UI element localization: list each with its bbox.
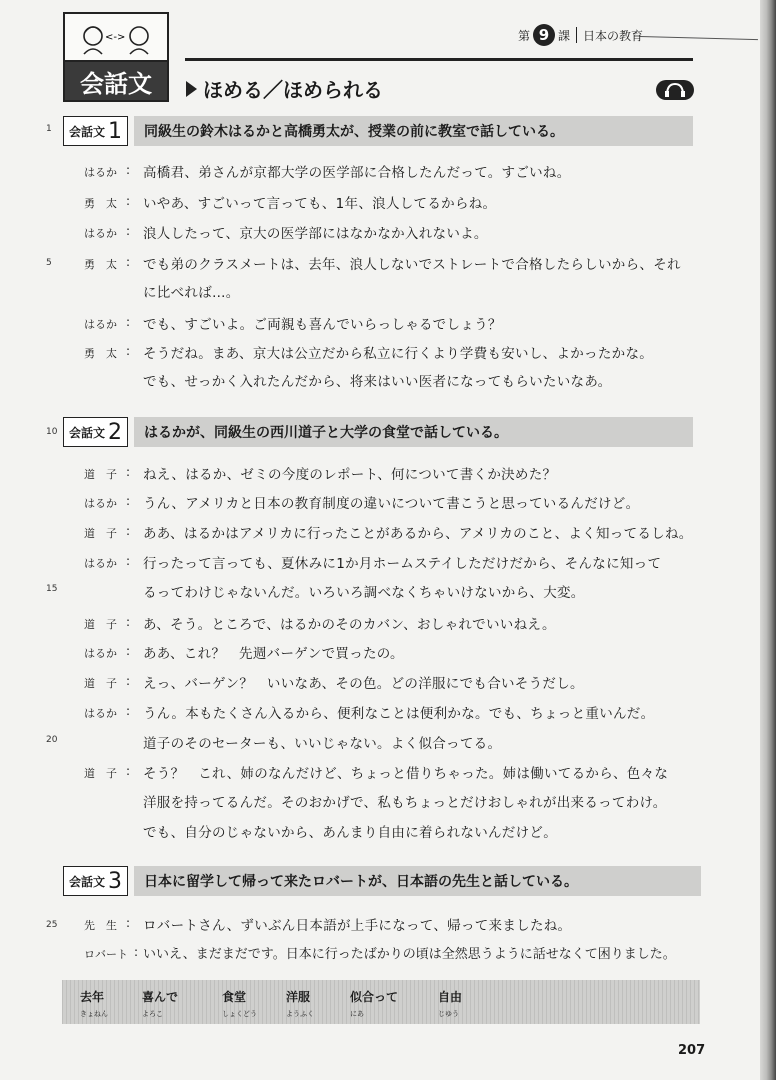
audio-headphones-icon[interactable]: [656, 80, 694, 100]
dialogue-line: あ、そう。ところで、はるかのそのカバン、おしゃれでいいねえ。: [143, 617, 556, 633]
dialogue-1-header: [63, 116, 693, 146]
dialogue-line: でも、すごいよ。ご両親も喜んでいらっしゃるでしょう？: [143, 317, 502, 333]
triangle-arrow-icon: [186, 81, 197, 97]
dialogue-line: でも、自分のじゃないから、あんまり自由に着られないんだけど。: [143, 825, 557, 841]
chapter-prefix: 第: [518, 28, 531, 43]
vocab-word: 喜んで よろこ: [142, 990, 179, 1018]
dialogue-line: 高橋君、弟さんが京都大学の医学部に合格したんだって。すごいね。: [143, 165, 571, 181]
dialogue-line: うん。本もたくさん入るから、便利なことは便利かな。でも、ちょっと重いんだ。: [143, 706, 655, 722]
page-title: [186, 74, 383, 103]
icon-text: <->: [105, 32, 126, 43]
speaker-name: 先 生: [84, 919, 117, 932]
speaker-name: はるか: [84, 318, 117, 331]
speaker-name: はるか: [84, 227, 117, 240]
dialogue-line: 行ったって言っても、夏休みに1か月ホームステイしただけだから、そんなに知って: [143, 556, 662, 572]
line-number: 5: [46, 258, 52, 268]
dialogue-line: いやあ、すごいって言っても、1年、浪人してるからね。: [143, 196, 497, 212]
line-number: 15: [46, 584, 58, 594]
dialogue-line: でも弟のクラスメートは、去年、浪人しないでストレートで合格したらしいから、それ: [143, 257, 681, 273]
speaker-name: 道 子: [84, 767, 117, 780]
chapter-header: [518, 24, 643, 46]
speaker-name: 道 子: [84, 618, 117, 631]
chapter-suffix: 課: [558, 28, 571, 43]
vocab-word: 似合って にあ: [350, 990, 399, 1018]
vocab-word: 洋服 ようふく: [286, 990, 314, 1018]
two-people-talking-icon: [65, 14, 167, 62]
vocab-word: 去年 きょねん: [80, 990, 108, 1018]
textbook-page: <-> 会話文 第 9 課 日本の教育 ほめる／ほめられる 1 会話文 1 同級生の鈴木はるかと高橋勇太が、授業の前に教室で話している。 はるか : 高橋君、弟さんが京都大学の医学部に合格したんだって。すごいね。 勇 太 : いやあ、すごいって言っても、1年、浪人してるからね。 はるか : 浪人したって、京大の医学部にはなかなか入れないよ。 5 勇 太 : でも弟のクラスメートは、去年、浪人しないでストレートで合格したらしいから、それ に比べれば…。 はるか : でも、すごいよ。ご両親も喜んでいらっしゃるでしょう？ 勇 太 : そうだね。まあ、京大は公立だから私立に行くより学費も安いし、よかったかな。 でも、せっかく入れたんだから、将来はいい医者になってもらいたいなあ。 10 会話文 2 はるかが、同級生の西川道子と大学の食堂で話している。 道 子 : ねえ、はるか、ゼミの今度のレポート、何について書くか決めた？ はるか : うん、アメリカと日本の教育制度の違いについて書こうと思っているんだけど。 道 子 : ああ、はるかはアメリカに行ったことがあるから、アメリカのこと、よく知ってるしね。 はるか : 行ったって言っても、夏休みに1か月ホームステイしただけだから、そんなに知って 15 るってわけじゃないんだ。いろいろ調べなくちゃいけないから、大変。 道 子 : あ、そう。ところで、はるかのそのカバン、おしゃれでいいねえ。 はるか : ああ、これ？ 先週バーゲンで買ったの。 道 子 : えっ、バーゲン？ いいなあ、その色。どの洋服にでも合いそうだし。 はるか : うん。本もたくさん入るから、便利なことは便利かな。でも、ちょっと重いんだ。 20 道子のそのセーターも、いいじゃない。よく似合ってる。 道 子 : そう？ これ、姉のなんだけど、ちょっと借りちゃった。姉は働いてるから、色々な 洋服を持ってるんだ。そのおかげで、私もちょっとだけおしゃれが出来るってわけ。 でも、自分のじゃないから、あんまり自由に着られないんだけど。 会話文 3 日本に留学して帰って来たロバートが、日本語の先生と話している。 25 先 生 : ロバートさん、ずいぶん日本語が上手になって、帰って来ましたね。 ロバート : いいえ、まだまだです。日本に行ったばかりの頃は全然思うように話せなくて困りました。 去年 きょねん 喜んで よろこ 食堂 しょくどう 洋服 ようふく 似合って にあ 自由 じゆう 207: [0, 0, 760, 1080]
dialogue-2-header: [63, 417, 693, 447]
page-number: 207: [678, 1043, 706, 1058]
conversation-icon-box: [63, 12, 169, 62]
speaker-name: はるか: [84, 557, 117, 570]
dialogue-line: ねえ、はるか、ゼミの今度のレポート、何について書くか決めた？: [143, 467, 557, 483]
header-rule: [185, 58, 693, 61]
speaker-name: 道 子: [84, 468, 117, 481]
dialogue-description: 同級生の鈴木はるかと高橋勇太が、授業の前に教室で話している。: [134, 116, 693, 146]
section-label: 会話文: [63, 60, 169, 102]
dialogue-description: 日本に留学して帰って来たロバートが、日本語の先生と話している。: [134, 866, 701, 896]
dialogue-line: そう？ これ、姉のなんだけど、ちょっと借りちゃった。姉は働いてるから、色々な: [143, 766, 669, 782]
dialogue-line: 浪人したって、京大の医学部にはなかなか入れないよ。: [143, 226, 488, 242]
dialogue-label: 会話文 1: [63, 116, 128, 146]
line-number: 20: [46, 735, 58, 745]
dialogue-line: いいえ、まだまだです。日本に行ったばかりの頃は全然思うように話せなくて困りました。: [143, 947, 676, 962]
dialogue-description: はるかが、同級生の西川道子と大学の食堂で話している。: [134, 417, 693, 447]
speaker-name: はるか: [84, 497, 117, 510]
dialogue-line: るってわけじゃないんだ。いろいろ調べなくちゃいけないから、大変。: [143, 585, 585, 601]
vocab-word: 自由 じゆう: [438, 990, 463, 1018]
header-thin-rule: [640, 36, 758, 40]
speaker-name: 勇 太: [84, 197, 117, 210]
dialogue-line: 洋服を持ってるんだ。そのおかげで、私もちょっとだけおしゃれが出来るってわけ。: [143, 795, 667, 811]
line-number: 10: [46, 427, 58, 437]
speaker-name: 勇 太: [84, 347, 117, 360]
speaker-name: 道 子: [84, 527, 117, 540]
vocab-word: 食堂 しょくどう: [222, 990, 257, 1018]
vocabulary-bar: [62, 980, 700, 1024]
dialogue-label: 会話文 3: [63, 866, 128, 896]
dialogue-label: 会話文 2: [63, 417, 128, 447]
speaker-name: ロバート: [84, 948, 128, 961]
dialogue-line: ああ、これ？ 先週バーゲンで買ったの。: [143, 646, 404, 662]
speaker-name: 道 子: [84, 677, 117, 690]
speaker-name: はるか: [84, 647, 117, 660]
dialogue-line: 道子のそのセーターも、いいじゃない。よく似合ってる。: [143, 736, 502, 752]
dialogue-3-header: [63, 866, 701, 896]
dialogue-line: ロバートさん、ずいぶん日本語が上手になって、帰って来ましたね。: [143, 918, 572, 934]
dialogue-line: でも、せっかく入れたんだから、将来はいい医者になってもらいたいなあ。: [143, 374, 612, 390]
dialogue-line: に比べれば…。: [143, 285, 240, 301]
speaker-name: はるか: [84, 166, 117, 179]
chapter-title: 日本の教育: [583, 28, 644, 43]
line-number: 1: [46, 124, 52, 134]
chapter-number: 9: [533, 24, 555, 46]
dialogue-line: うん、アメリカと日本の教育制度の違いについて書こうと思っているんだけど。: [143, 496, 640, 512]
chapter-divider: [576, 27, 577, 43]
speaker-name: はるか: [84, 707, 117, 720]
dialogue-line: そうだね。まあ、京大は公立だから私立に行くより学費も安いし、よかったかな。: [143, 346, 654, 362]
dialogue-line: えっ、バーゲン？ いいなあ、その色。どの洋服にでも合いそうだし。: [143, 676, 584, 692]
book-page-edge: [760, 0, 776, 1080]
speaker-name: 勇 太: [84, 258, 117, 271]
line-number: 25: [46, 920, 58, 930]
dialogue-line: ああ、はるかはアメリカに行ったことがあるから、アメリカのこと、よく知ってるしね。: [143, 526, 693, 542]
title-text: ほめる／ほめられる: [203, 78, 383, 102]
